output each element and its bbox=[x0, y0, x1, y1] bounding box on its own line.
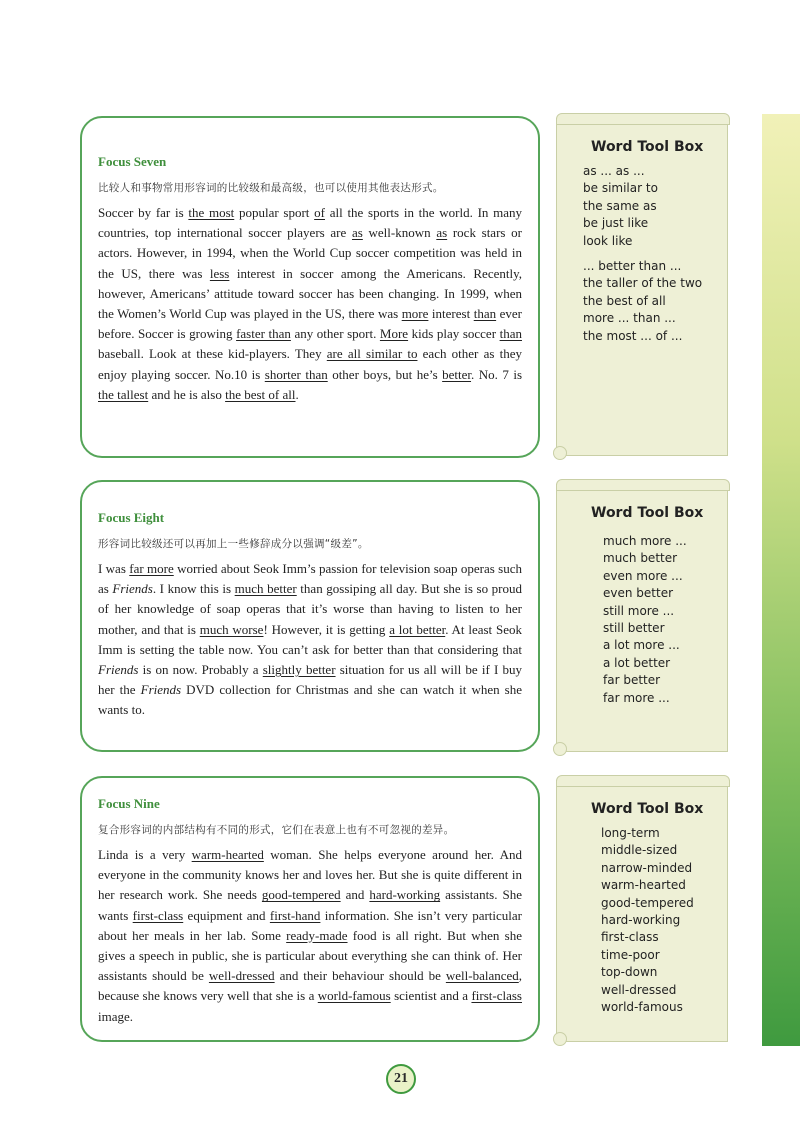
emphasized-phrase: the most bbox=[188, 205, 235, 220]
page-number: 21 bbox=[386, 1064, 416, 1094]
tool-item: even better bbox=[603, 586, 674, 601]
tool-item: well-dressed bbox=[601, 982, 677, 997]
focus-eight-box bbox=[80, 480, 540, 752]
emphasized-phrase: much better bbox=[234, 581, 297, 597]
focus-seven-box bbox=[80, 116, 540, 458]
word-tool-box bbox=[556, 118, 728, 456]
focus-paragraph: Soccer by far is the most popular sport of all the sports in the world. In many countries, top international soccer players are as well-known as rock stars or actors. However, in 1994, when the World Cup soccer competition was held in the US, there was less interest in soccer among the Americans. Recently, however, Americans’ attitude toward soccer has been changing. In 1999, when the Women’s World Cup was played in the US, there was more interest than ever before. Soccer is growing faster than any other sport. More kids play soccer than baseball. Look at these kid-players. They are all similar to each other as they enjoy playing soccer. No.10 is shorter than other boys, but he’s better. No. 7 is the tallest and he is also the best of all. bbox=[98, 205, 523, 402]
emphasized-phrase: slightly better bbox=[262, 662, 336, 678]
emphasized-phrase: world-famous bbox=[317, 988, 391, 1004]
tool-item: good-tempered bbox=[601, 895, 694, 910]
tool-item: the same as bbox=[583, 198, 657, 213]
tool-item: the taller of the two bbox=[583, 276, 703, 291]
emphasized-phrase: first-class bbox=[132, 907, 184, 923]
tool-item: first-class bbox=[601, 930, 659, 945]
emphasized-phrase: well-balanced bbox=[445, 968, 519, 984]
emphasized-phrase: of bbox=[314, 205, 325, 220]
emphasized-phrase: hard-working bbox=[369, 887, 441, 903]
tool-item: be just like bbox=[583, 216, 649, 231]
word-tool-box bbox=[556, 484, 728, 752]
tool-item: a lot more ... bbox=[603, 638, 680, 653]
tool-item: hard-working bbox=[601, 913, 681, 928]
emphasized-phrase: a lot better bbox=[389, 621, 446, 637]
tool-item: much more ... bbox=[603, 534, 687, 548]
tool-item: top-down bbox=[601, 965, 658, 980]
tool-item: be similar to bbox=[583, 181, 658, 196]
italic-title: Friends bbox=[98, 662, 139, 678]
focus-paragraph: Linda is a very warm-hearted woman. She helps everyone around her. And everyone in the community knows her and loves her. But she is quite different in her research work. She needs good-tempered and hard-working assistants. She wants first-class equipment and first-hand information. She isn’t very particular about her meals in her lab. Some ready-made food is all right. But when she gives a speech in public, she is particular about everything she can think of. Her assistants should be well-dressed and their behaviour should be well-balanced, because she knows very well that she is a world-famous scientist and a first-class image. bbox=[98, 847, 523, 1024]
focus-title: Focus Nine bbox=[98, 796, 160, 811]
tool-box-list bbox=[603, 533, 715, 707]
focus-nine-box bbox=[80, 776, 540, 1042]
word-tool-box bbox=[556, 780, 728, 1042]
focus-chinese-note: 形容词比较级还可以再加上一些修辞成分以强调“级差”。 bbox=[98, 538, 369, 550]
tool-item-gap bbox=[583, 250, 715, 258]
focus-title: Focus Seven bbox=[98, 154, 167, 169]
tool-item: far more ... bbox=[603, 690, 670, 705]
emphasized-phrase: better bbox=[442, 366, 472, 382]
emphasized-phrase: the tallest bbox=[98, 386, 149, 402]
tool-item: much better bbox=[603, 551, 678, 566]
emphasized-phrase: are all similar to bbox=[326, 346, 418, 362]
tool-item: time-poor bbox=[601, 947, 660, 962]
emphasized-phrase: first-hand bbox=[269, 907, 321, 923]
tool-item: still more ... bbox=[603, 603, 675, 618]
emphasized-phrase: much worse bbox=[199, 621, 264, 637]
focus-chinese-note: 复合形容词的内部结构有不同的形式，它们在表意上也有不可忽视的差异。 bbox=[98, 824, 455, 836]
tool-item: even more ... bbox=[603, 568, 683, 583]
tool-item: world-famous bbox=[601, 1000, 683, 1015]
tool-item: a lot better bbox=[603, 655, 671, 670]
emphasized-phrase: than bbox=[499, 326, 522, 342]
focus-paragraph: I was far more worried about Seok Imm’s passion for television soap operas such as Friends. I know this is much better than gossiping all day. But she is so proud of her knowledge of soap operas that it’s worse than having to listen to her mother, and that is much worse! However, it is getting a lot better. At least Seok Imm is setting the table now. You can’t ask for better than that considering that Friends is on now. Probably a slightly better situation for us all will be if I buy her the Friends DVD collection for Christmas and she can watch it when she wants to. bbox=[98, 561, 523, 718]
tool-box-list bbox=[583, 163, 715, 345]
emphasized-phrase: the best of all bbox=[225, 386, 296, 402]
emphasized-phrase: good-tempered bbox=[261, 887, 341, 903]
tool-box-title: Word Tool Box bbox=[591, 139, 704, 155]
tool-item: the best of all bbox=[583, 293, 666, 308]
tool-box-list bbox=[601, 825, 715, 1016]
tool-item: still better bbox=[603, 621, 665, 636]
emphasized-phrase: shorter than bbox=[264, 366, 328, 382]
tool-item: middle-sized bbox=[601, 843, 678, 858]
side-color-bar bbox=[762, 114, 800, 1046]
emphasized-phrase: warm-hearted bbox=[191, 847, 264, 862]
emphasized-phrase: as bbox=[436, 225, 448, 241]
tool-box-title: Word Tool Box bbox=[591, 505, 704, 521]
tool-item: the most ... of ... bbox=[583, 328, 683, 343]
emphasized-phrase: far more bbox=[129, 561, 174, 576]
emphasized-phrase: more bbox=[401, 306, 429, 322]
emphasized-phrase: less bbox=[209, 265, 230, 281]
emphasized-phrase: More bbox=[379, 326, 409, 342]
italic-title: Friends bbox=[112, 581, 153, 597]
emphasized-phrase: ready-made bbox=[286, 927, 348, 943]
tool-item: ... better than ... bbox=[583, 259, 682, 274]
tool-item: far better bbox=[603, 673, 661, 688]
emphasized-phrase: well-dressed bbox=[208, 968, 275, 984]
tool-item: more ... than ... bbox=[583, 311, 676, 326]
emphasized-phrase: faster than bbox=[236, 326, 291, 342]
focus-chinese-note: 比较人和事物常用形容词的比较级和最高级，也可以使用其他表达形式。 bbox=[98, 182, 444, 194]
emphasized-phrase: first-class bbox=[471, 988, 522, 1004]
tool-item: look like bbox=[583, 233, 633, 248]
emphasized-phrase: than bbox=[473, 306, 497, 322]
tool-item: warm-hearted bbox=[601, 878, 686, 893]
emphasized-phrase: as bbox=[351, 225, 363, 241]
tool-item: narrow-minded bbox=[601, 860, 693, 875]
tool-item: as ... as ... bbox=[583, 164, 645, 178]
tool-item: long-term bbox=[601, 826, 660, 840]
focus-title: Focus Eight bbox=[98, 510, 165, 525]
tool-box-title: Word Tool Box bbox=[591, 801, 704, 817]
italic-title: Friends bbox=[140, 682, 182, 698]
